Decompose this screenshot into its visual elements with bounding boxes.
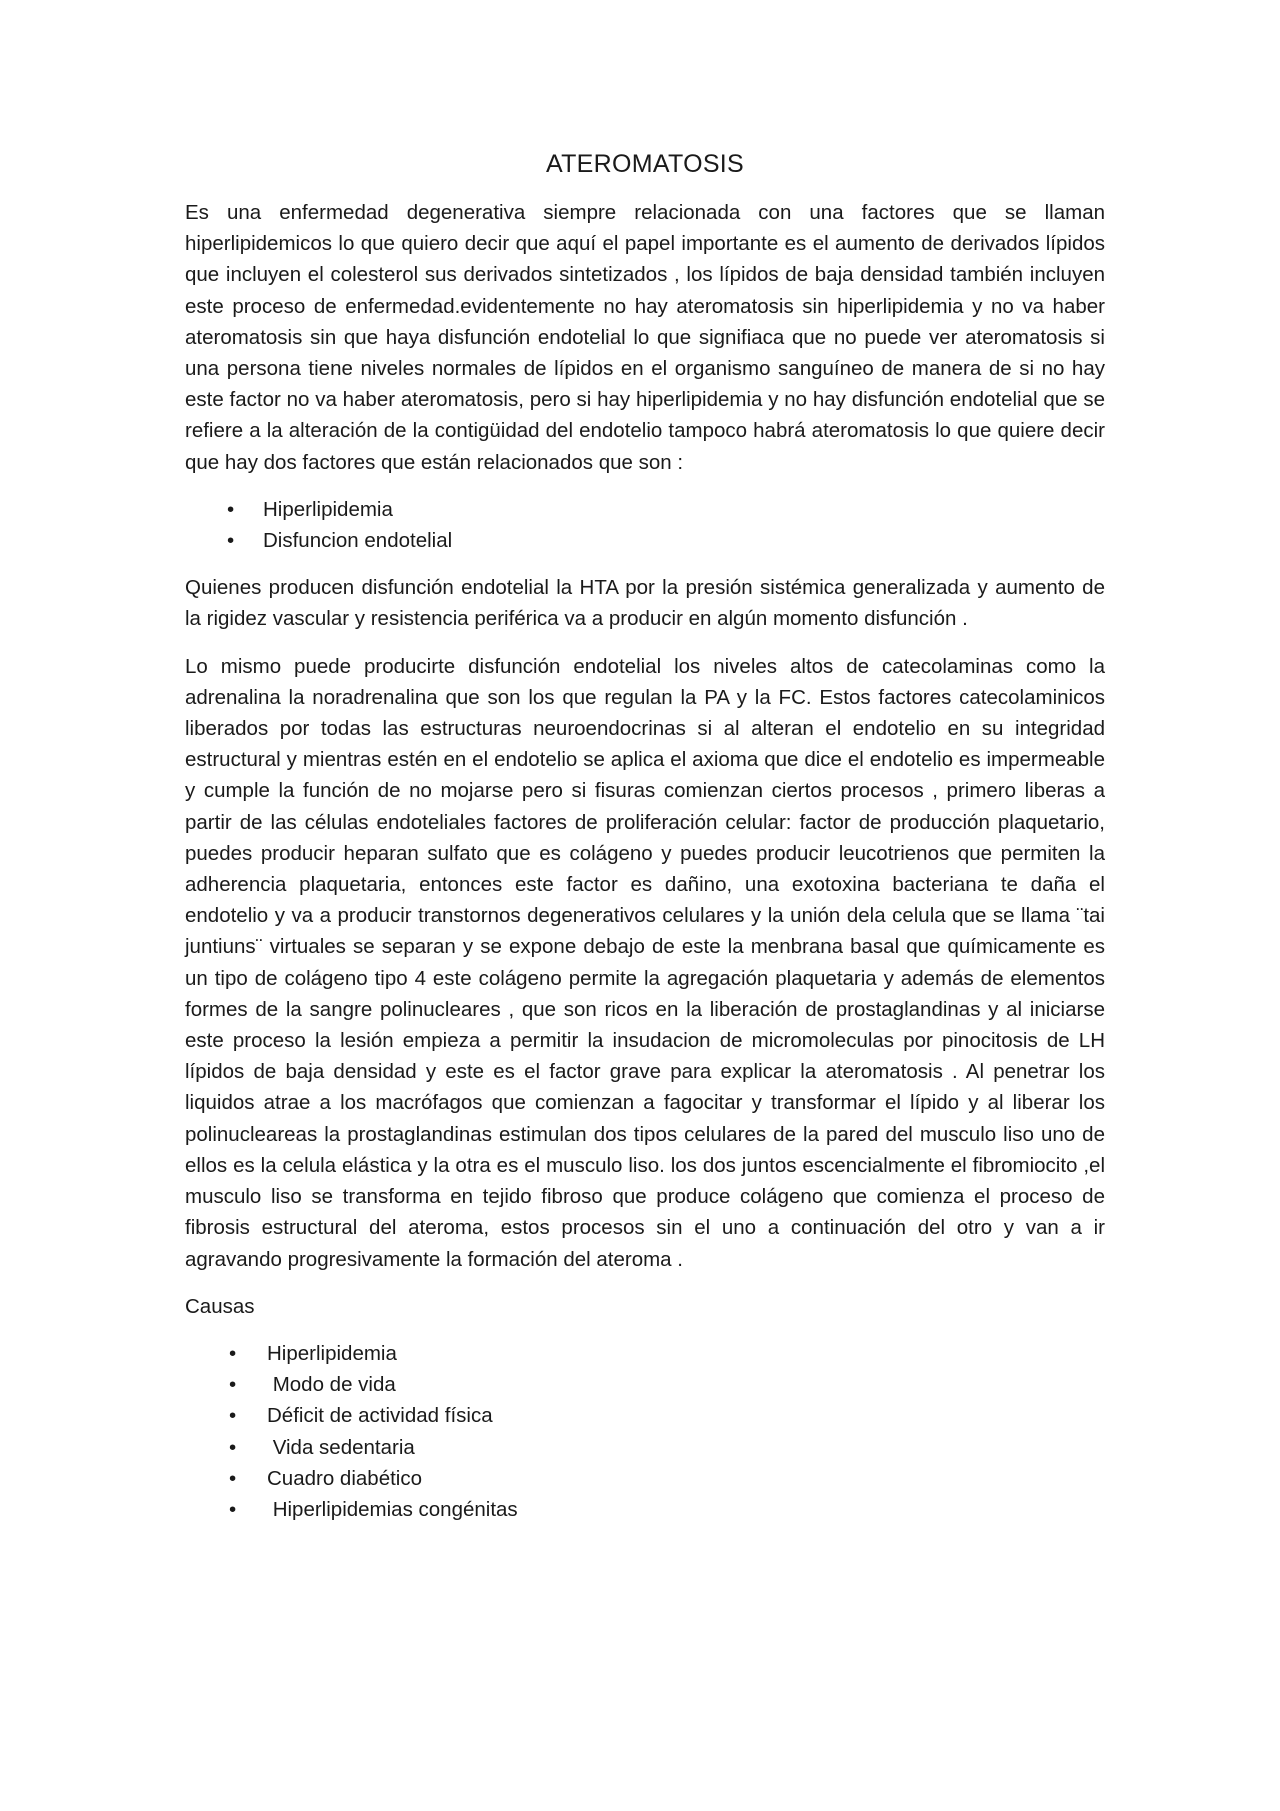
list-item-text: Déficit de actividad física	[267, 1404, 493, 1428]
bullet-icon: •	[229, 1497, 237, 1521]
bullet-icon: •	[227, 497, 235, 521]
document-page	[185, 150, 1105, 1541]
list-item-text: Modo de vida	[267, 1373, 396, 1397]
list-item	[185, 1369, 1105, 1400]
bullet-icon: •	[229, 1341, 237, 1365]
paragraph-hta: Quienes producen disfunción endotelial la HTA por la presión sistémica generalizada y aumento de la rigidez vascular y resistencia periférica va a producir en algún momento disfunción .	[185, 576, 1105, 631]
list-item-text: Cuadro diabético	[267, 1466, 422, 1490]
causes-list	[185, 1338, 1105, 1525]
list-item	[185, 1494, 1105, 1525]
bullet-icon: •	[229, 1435, 237, 1459]
list-item-text: Vida sedentaria	[267, 1435, 415, 1459]
list-item	[185, 525, 1105, 556]
list-item-text: Hiperlipidemias congénitas	[267, 1497, 518, 1521]
list-item	[185, 1400, 1105, 1431]
list-item	[185, 1432, 1105, 1463]
factors-list	[185, 494, 1105, 556]
bullet-icon: •	[227, 529, 235, 553]
list-item	[185, 494, 1105, 525]
causes-heading: Causas	[185, 1294, 255, 1318]
document-title: ATEROMATOSIS	[545, 150, 745, 178]
bullet-icon: •	[229, 1404, 237, 1428]
list-item-text: Hiperlipidemia	[267, 1341, 397, 1365]
paragraph-intro: Es una enfermedad degenerativa siempre relacionada con una factores que se llaman hiperlipidemicos lo que quiero decir que aquí el papel importante es el aumento de derivados lípidos que incluyen el colesterol sus derivados sintetizados , los lípidos de baja densidad también incluyen este proceso de enfermedad.evidentemente no hay ateromatosis sin hiperlipidemia y no va haber ateromatosis sin que haya disfunción endotelial lo que signifiaca que no puede ver ateromatosis si una persona tiene niveles normales de lípidos en el organismo sanguíneo de manera de si no hay este factor no va haber ateromatosis, pero si hay hiperlipidemia y no hay disfunción endotelial que se refiere a la alteración de la contigüidad del endotelio tampoco habrá ateromatosis lo que quiere decir que hay dos factores que están relacionados que son :	[185, 201, 1105, 474]
list-item	[185, 1463, 1105, 1494]
bullet-icon: •	[229, 1466, 237, 1490]
list-item-text: Disfuncion endotelial	[263, 529, 453, 553]
list-item	[185, 1338, 1105, 1369]
list-item-text: Hiperlipidemia	[263, 497, 393, 521]
bullet-icon: •	[229, 1373, 237, 1397]
paragraph-catecolaminas: Lo mismo puede producirte disfunción endotelial los niveles altos de catecolaminas como la adrenalina la noradrenalina que son los que regulan la PA y la FC. Estos factores catecolaminicos liberados por todas las estructuras neuroendocrinas si al alteran el endotelio en su integridad estructural y mientras estén en el endotelio se aplica el axioma que dice el endotelio es impermeable y cumple la función de no mojarse pero si fisuras comienzan ciertos procesos , primero liberas a partir de las células endoteliales factores de proliferación celular: factor de producción plaquetario, puedes producir heparan sulfato que es colágeno y puedes producir leucotrienos que permiten la adherencia plaquetaria, entonces este factor es dañino, una exotoxina bacteriana te daña el endotelio y va a producir transtornos degenerativos celulares y la unión dela celula que se llama ¨tai juntiuns¨ virtuales se separan y se expone debajo de este la menbrana basal que químicamente es un tipo de colágeno tipo 4 este colágeno permite la agregación plaquetaria y además de elementos formes de la sangre polinucleares , que son ricos en la liberación de prostaglandinas y al iniciarse este proceso la lesión empieza a permitir la insudacion de micromoleculas por pinocitosis de LH lípidos de baja densidad y este es el factor grave para explicar la ateromatosis . Al penetrar los liquidos atrae a los macrófagos que comienzan a fagocitar y transformar el lípido y al liberar los polinucleareas la prostaglandinas estimulan dos tipos celulares de la pared del musculo liso uno de ellos es la celula elástica y la otra es el musculo liso. los dos juntos escencialmente el fibromiocito ,el musculo liso se transforma en tejido fibroso que produce colágeno que comienza el proceso de fibrosis estructural del ateroma, estos procesos sin el uno a continuación del otro y van a ir agravando progresivamente la formación del ateroma .	[185, 654, 1105, 1271]
